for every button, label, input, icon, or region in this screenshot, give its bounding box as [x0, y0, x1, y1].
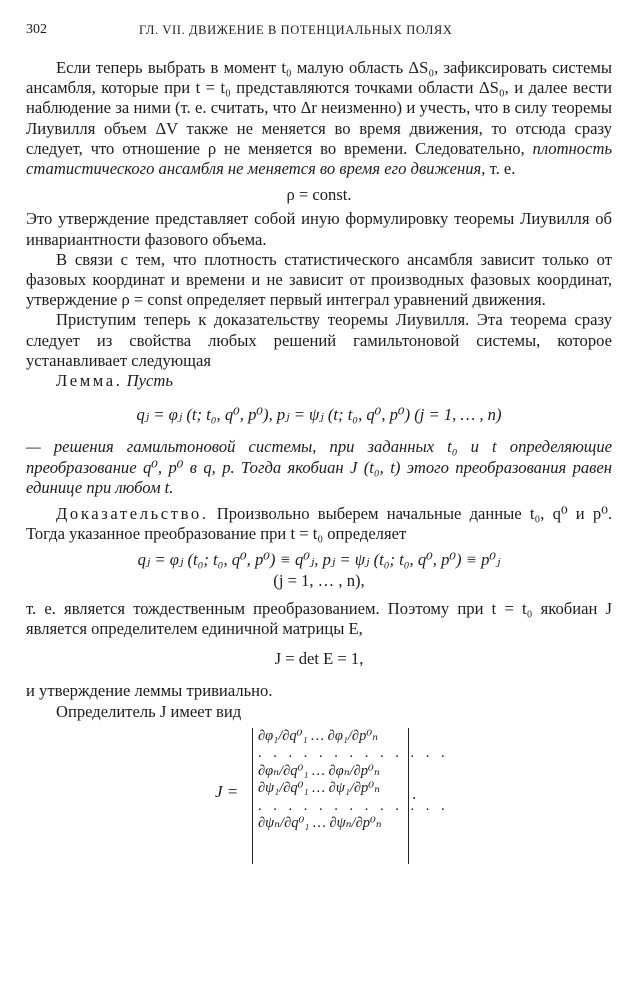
determinant-left-bar [252, 728, 253, 864]
book-page [26, 22, 612, 872]
running-title: ГЛ. VII. ДВИЖЕНИЕ В ПОТЕНЦИАЛЬНЫХ ПОЛЯХ [139, 23, 453, 37]
formula-det-identity: J = det E = 1, [274, 649, 364, 669]
proof-label: Доказательство. [56, 504, 209, 524]
lemma-label-tail: Пусть [122, 371, 173, 391]
determinant-rows [258, 728, 449, 833]
determinant-row: . . . . . . . . . . . . . [258, 745, 449, 762]
page-header [26, 22, 612, 44]
proof-paragraph [26, 504, 612, 544]
determinant-right-bar [408, 728, 409, 864]
proof-formula-line-2: (j = 1, … , n), [273, 570, 365, 590]
paragraph-1-tail: т. е. [485, 159, 516, 179]
proof-text: Произвольно выберем начальные данные t₀, q⁰ и p⁰. Тогда указанное преобразование при t = t₀ определяет [26, 504, 612, 544]
determinant-row: ∂φₙ/∂q⁰₁ … ∂φₙ/∂p⁰ₙ [258, 762, 380, 779]
proof-conclusion: и утверждение леммы тривиально. [26, 681, 273, 701]
lemma-label: Лемма. [56, 371, 123, 391]
determinant-row: ∂φ₁/∂q⁰₁ … ∂φ₁/∂p⁰ₙ [258, 727, 379, 744]
formula-rho-const: ρ = const. [286, 185, 352, 205]
paragraph-1 [26, 58, 612, 179]
determinant-row: . . . . . . . . . . . . . [258, 797, 449, 814]
proof-formula-line-1: qⱼ = φⱼ (t₀; t₀, q⁰, p⁰) ≡ q⁰ⱼ, pⱼ = ψⱼ (t₀; t₀, q⁰, p⁰) ≡ p⁰ⱼ [137, 550, 501, 570]
paragraph-5: Определитель J имеет вид [56, 701, 242, 721]
paragraph-4: Приступим теперь к доказательству теоремы Лиувилля. Эта теорема сразу следует из свойства любых решений гамильтоновой системы, которое устанавливает следующая [26, 310, 612, 370]
lemma-formula: qⱼ = φⱼ (t; t₀, q⁰, p⁰), pⱼ = ψⱼ (t; t₀, q⁰, p⁰) (j = 1, … , n) [136, 405, 502, 425]
determinant-lhs: J = [215, 781, 239, 801]
determinant-row: ∂ψₙ/∂q⁰₁ … ∂ψₙ/∂p⁰ₙ [258, 815, 382, 832]
determinant-trailing-period: . [412, 783, 417, 803]
determinant-row: ∂ψ₁/∂q⁰₁ … ∂ψ₁/∂p⁰ₙ [258, 780, 380, 797]
proof-paragraph-2: т. е. является тождественным преобразованием. Поэтому при t = t₀ якобиан J является определителем единичной матрицы E, [26, 598, 612, 639]
page-body [26, 58, 612, 872]
paragraph-3: В связи с тем, что плотность статистического ансамбля зависит только от фазовых координат и времени и не зависит от производных фазовых координат, утверждение ρ = const определяет первый интеграл уравнений движения. [26, 249, 612, 310]
lemma-statement: — решения гамильтоновой системы, при заданных t₀ и t определяющие преобразование q⁰, p⁰ в q, p. Тогда якобиан J (t₀, t) этого преобразования равен единице при любом t. [26, 437, 612, 497]
jacobian-determinant [26, 726, 612, 872]
paragraph-1-emphasis: плотность статистического ансамбля не меняется во время его движения, [26, 138, 612, 179]
paragraph-2: Это утверждение представляет собой иную формулировку теоремы Лиувилля об инвариантности фазового объема. [26, 209, 612, 249]
page-number: 302 [26, 22, 47, 37]
lemma-heading [26, 371, 612, 391]
paragraph-1-text: Если теперь выбрать в момент t₀ малую область ΔS₀, зафиксировать системы ансамбля, которые при t = t₀ представляются точками области ΔS₀, и далее вести наблюдение за ними (т. е. считать, что Δr неизменно) и учесть, что в силу теоремы Лиувилля объем ΔV также не меняется во время движения, то отсюда сразу следует, что отношение ρ не меняется во времени. Следовательно, [26, 58, 612, 158]
